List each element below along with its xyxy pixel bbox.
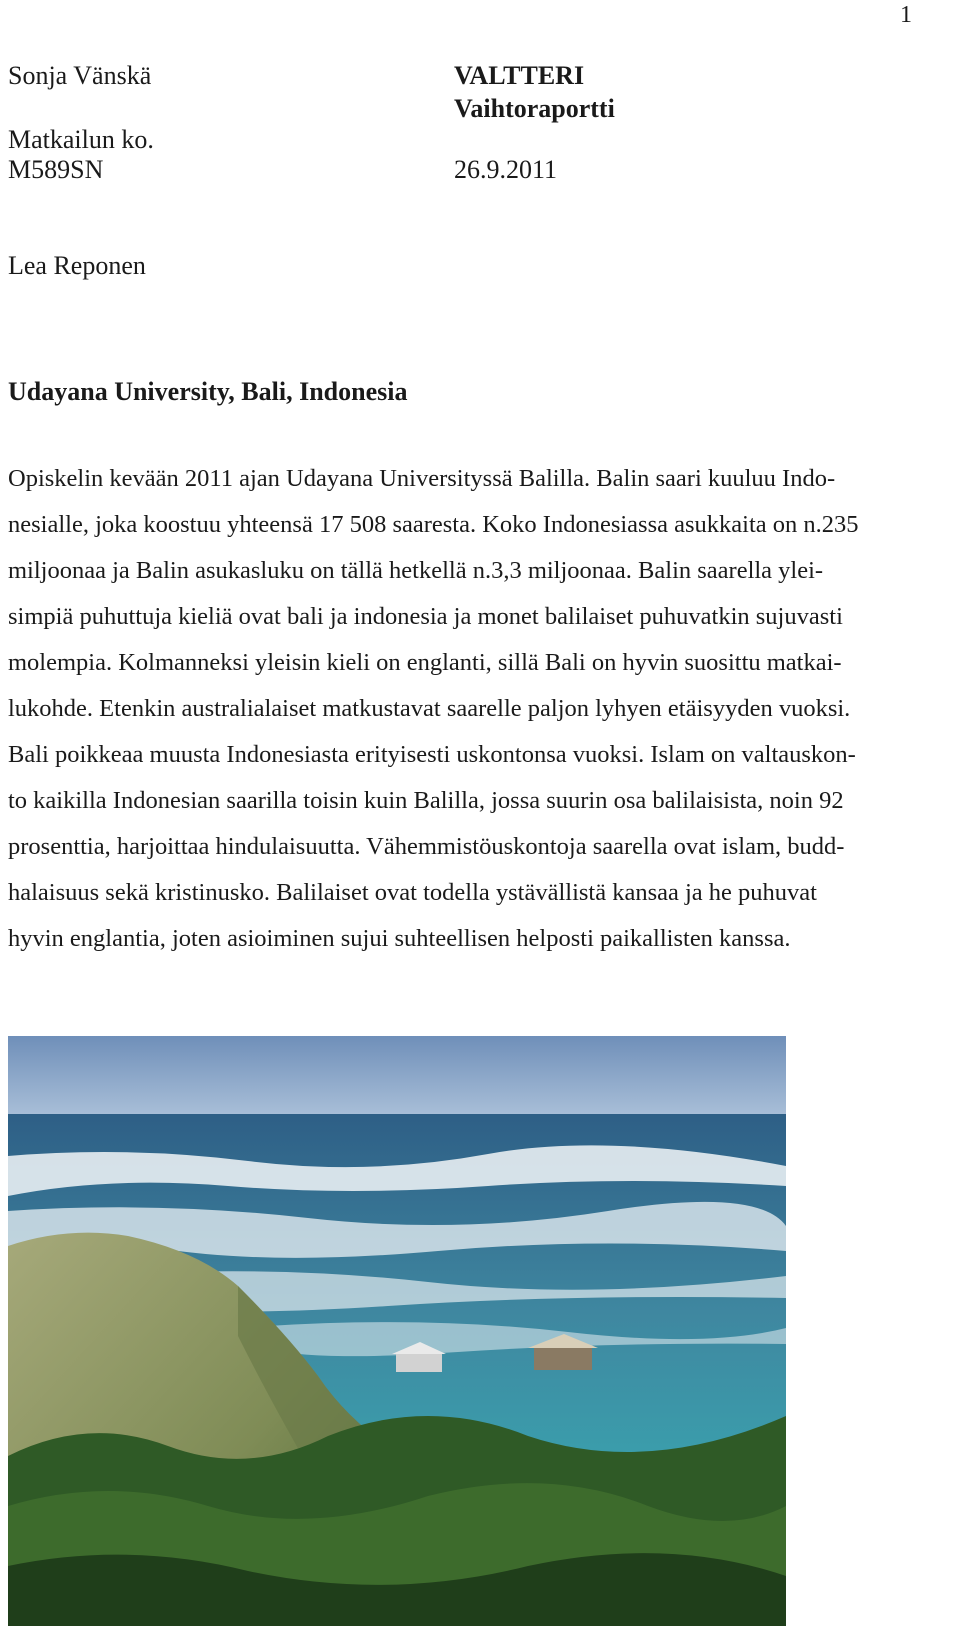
- paragraph-line: nesialle, joka koostuu yhteensä 17 508 saaresta. Koko Indonesiassa asukkaita on n.235: [8, 511, 859, 538]
- coast-illustration: [8, 1036, 786, 1626]
- author-name: Sonja Vänskä: [8, 61, 152, 90]
- paragraph-line: molempia. Kolmanneksi yleisin kieli on englanti, sillä Bali on hyvin suosittu matkai-: [8, 649, 842, 676]
- program-name: Matkailun ko.: [8, 125, 154, 154]
- report-title: VALTTERI: [454, 61, 585, 90]
- paragraph-line: Bali poikkeaa muusta Indonesiasta erityisesti uskontonsa vuoksi. Islam on valtauskon-: [8, 741, 856, 768]
- teacher-name: Lea Reponen: [8, 251, 146, 280]
- paragraph-line: simpiä puhuttuja kieliä ovat bali ja indonesia ja monet balilaiset puhuvatkin sujuvasti: [8, 603, 843, 630]
- paragraph-line: Opiskelin kevään 2011 ajan Udayana Universityssä Balilla. Balin saari kuuluu Indo-: [8, 465, 836, 492]
- section-heading: Udayana University, Bali, Indonesia: [8, 377, 408, 406]
- body-paragraph: [8, 456, 950, 962]
- report-subtitle: Vaihtoraportti: [454, 94, 615, 123]
- paragraph-line: hyvin englantia, joten asioiminen sujui suhteellisen helposti paikallisten kanssa.: [8, 925, 791, 952]
- report-date: 26.9.2011: [454, 155, 558, 184]
- sky: [8, 1036, 786, 1116]
- paragraph-line: lukohde. Etenkin australialaiset matkustavat saarelle paljon lyhyen etäisyyden vuoksi.: [8, 695, 851, 722]
- bali-coast-photo: [8, 1036, 786, 1626]
- page-number: 1: [900, 2, 912, 28]
- paragraph-line: prosenttia, harjoittaa hindulaisuutta. Vähemmistöuskontoja saarella ovat islam, budd-: [8, 833, 845, 860]
- student-code: M589SN: [8, 155, 104, 184]
- paragraph-line: to kaikilla Indonesian saarilla toisin kuin Balilla, jossa suurin osa balilaisista, noin 92: [8, 787, 844, 814]
- paragraph-line: halaisuus sekä kristinusko. Balilaiset ovat todella ystävällistä kansaa ja he puhuvat: [8, 879, 817, 906]
- paragraph-line: miljoonaa ja Balin asukasluku on tällä hetkellä n.3,3 miljoonaa. Balin saarella ylei-: [8, 557, 824, 584]
